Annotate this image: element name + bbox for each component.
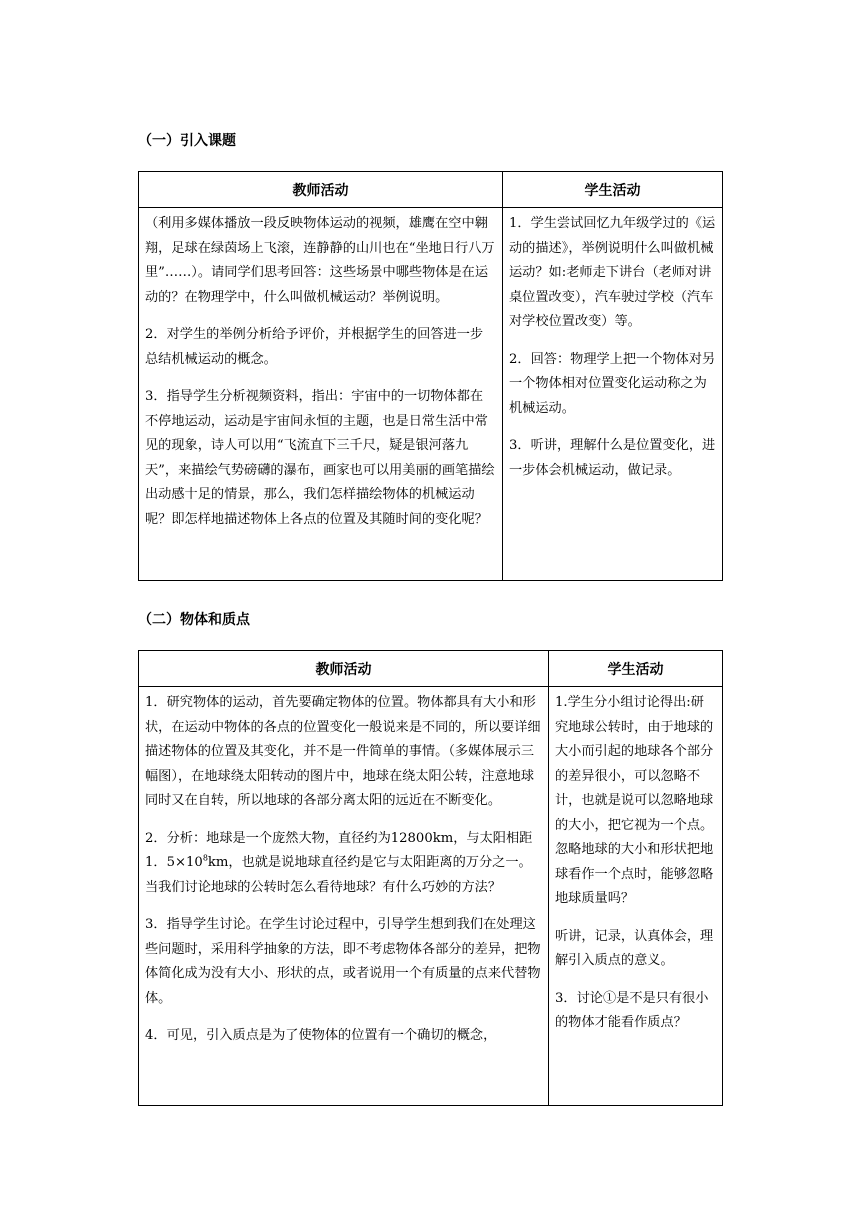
teacher-activity-cell bbox=[139, 687, 549, 1106]
section2-table bbox=[138, 650, 723, 1106]
teacher-paragraph: 4．可见，引入质点是为了使物体的位置有一个确切的概念， bbox=[145, 1028, 497, 1043]
exponent: 8 bbox=[202, 853, 208, 863]
teacher-paragraph-part: km，也就是说地球直径约是它与太阳距离的万分之一。当我们讨论地球的公转时怎么看待地球？有什么巧妙的方法？ bbox=[145, 855, 532, 895]
student-activity-header: 学生活动 bbox=[503, 172, 723, 208]
student-activity-cell bbox=[503, 208, 723, 581]
teacher-paragraph: （利用多媒体播放一段反映物体运动的视频，雄鹰在空中翱翔，足球在绿茵场上飞滚，连静静的山川也在“坐地日行八万里”……）。请同学们思考回答：这些场景中哪些物体是在运动的？在物理学中，什么叫做机械运动？举例说明。 bbox=[145, 216, 495, 305]
student-paragraph: 听讲，记录，认真体会，理解引入质点的意义。 bbox=[555, 928, 714, 968]
section2-title: （二）物体和质点 bbox=[138, 612, 250, 628]
student-activity-cell bbox=[549, 687, 723, 1106]
teacher-paragraph: 3．指导学生讨论。在学生讨论过程中，引导学生想到我们在处理这些问题时，采用科学抽象的方法，即不考虑物体各部分的差异，把物体简化成为没有大小、形状的点，或者说用一个有质量的点来代替物体。 bbox=[145, 917, 541, 1006]
student-paragraph: 3．讨论①是不是只有很小的物体才能看作质点？ bbox=[555, 990, 709, 1030]
teacher-paragraph bbox=[145, 827, 542, 901]
student-paragraph: 1．学生尝试回忆九年级学过的《运动的描述》，举例说明什么叫做机械运动？如:老师走下讲台（老师对讲桌位置改变），汽车驶过学校（汽车对学校位置改变）等。 bbox=[509, 216, 716, 329]
section1-title: （一）引入课题 bbox=[138, 133, 236, 149]
student-activity-header: 学生活动 bbox=[549, 651, 723, 687]
teacher-activity-header: 教师活动 bbox=[139, 651, 549, 687]
teacher-paragraph-part: 2．分析：地球是一个庞然大物，直径约为12800km，与太阳相距1．5×10 bbox=[145, 830, 533, 870]
student-paragraph: 2．回答：物理学上把一个物体对另一个物体相对位置变化运动称之为机械运动。 bbox=[509, 351, 716, 416]
teacher-paragraph: 1．研究物体的运动，首先要确定物体的位置。物体都具有大小和形状，在运动中物体的各点的位置变化一般说来是不同的，所以要详细描述物体的位置及其变化，并不是一件简单的事情。（多媒体展示三幅图），在地球绕太阳转动的图片中，地球在绕太阳公转，注意地球同时又在自转，所以地球的各部分离太阳的远近在不断变化。 bbox=[145, 695, 541, 808]
section1-table bbox=[138, 171, 723, 581]
teacher-paragraph: 2．对学生的举例分析给予评价，并根据学生的回答进一步总结机械运动的概念。 bbox=[145, 327, 484, 367]
teacher-paragraph: 3．指导学生分析视频资料，指出：宇宙中的一切物体都在不停地运动，运动是宇宙间永恒的主题，也是日常生活中常见的现象，诗人可以用“飞流直下三千尺，疑是银河落九天”，来描绘气势磅礴的瀑布，画家也可以用美丽的画笔描绘出动感十足的情景，那么，我们怎样描绘物体的机械运动呢？即怎样地描述物体上各点的位置及其随时间的变化呢？ bbox=[145, 389, 495, 527]
student-paragraph: 1.学生分小组讨论得出:研究地球公转时，由于地球的大小而引起的地球各个部分的差异很小，可以忽略不计，也就是说可以忽略地球的大小，把它视为一个点。 忽略地球的大小和形状把地球看作一个点时，能够忽略地球质量吗？ bbox=[555, 695, 714, 906]
teacher-activity-cell bbox=[139, 208, 503, 581]
student-paragraph: 3．听讲，理解什么是位置变化，进一步体会机械运动，做记录。 bbox=[509, 438, 716, 478]
teacher-activity-header: 教师活动 bbox=[139, 172, 503, 208]
